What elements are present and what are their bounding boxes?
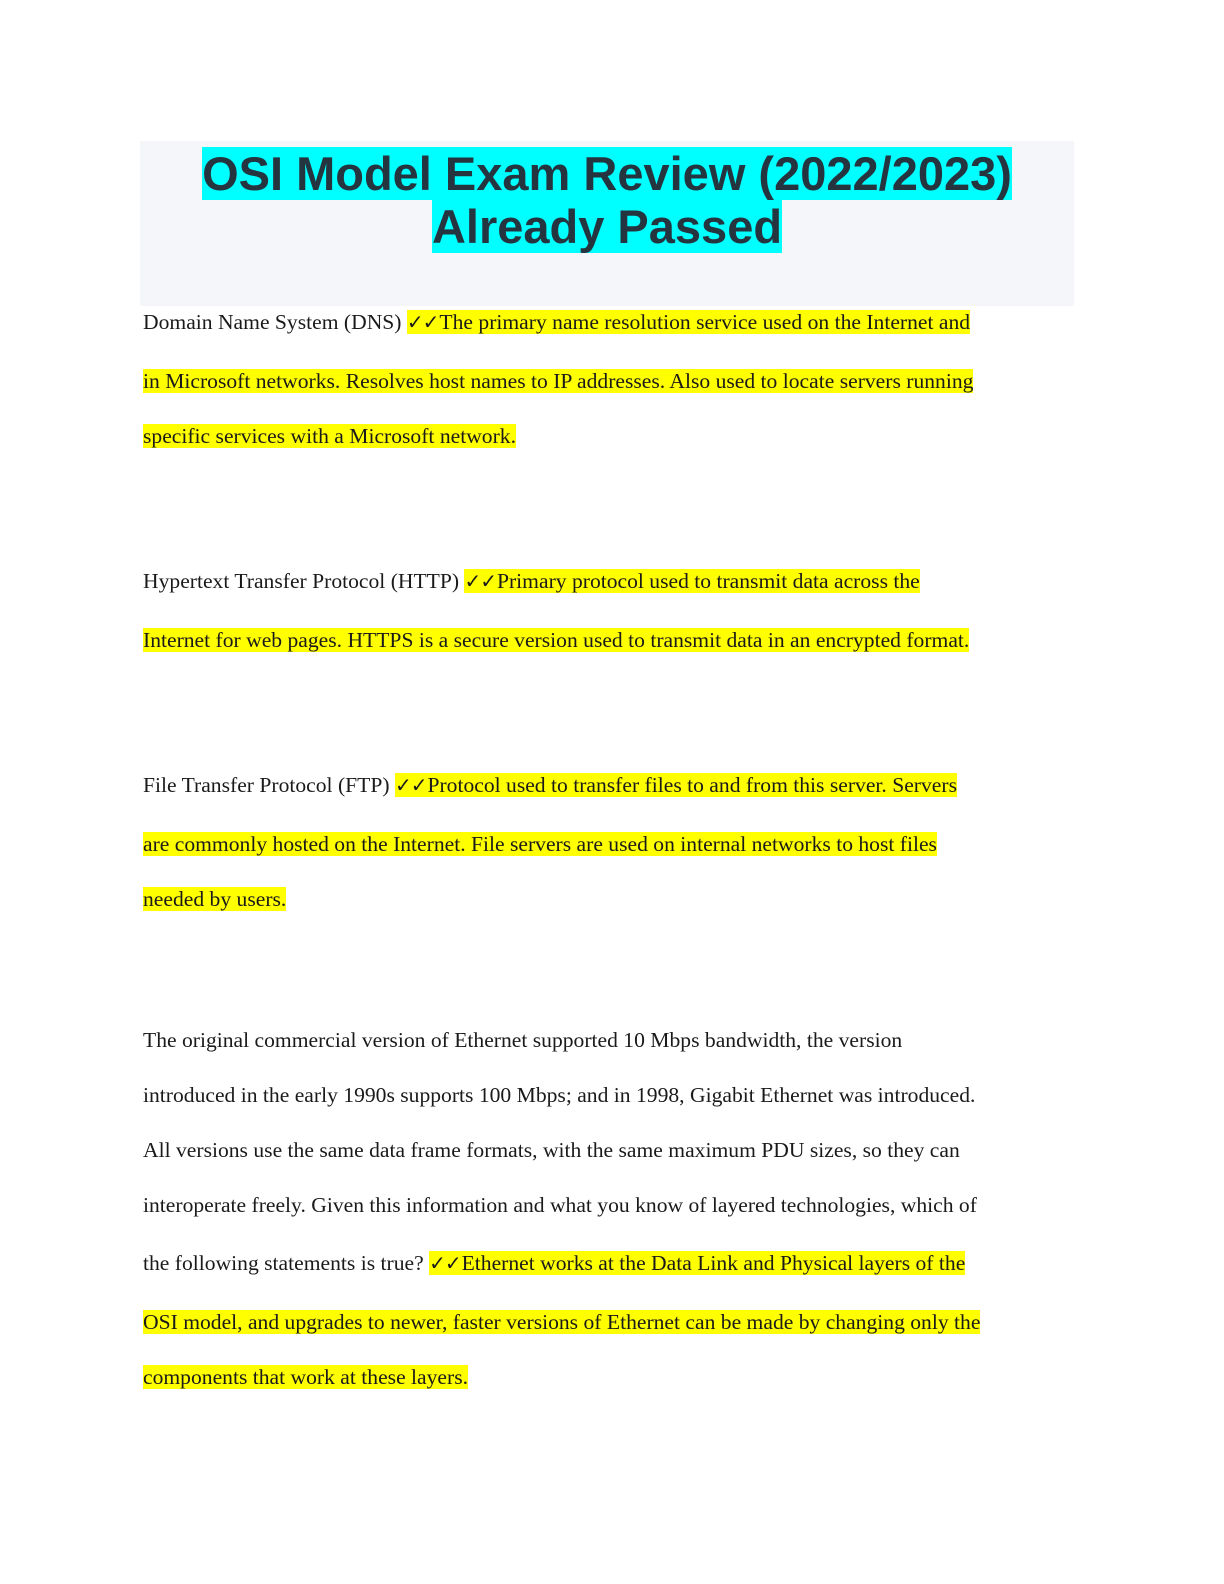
entry-http-line-1 bbox=[143, 569, 920, 594]
double-check-icon: ✓✓ bbox=[406, 310, 439, 334]
double-check-icon: ✓✓ bbox=[394, 773, 427, 797]
question-text: the following statements is true? bbox=[143, 1251, 430, 1275]
double-check-icon: ✓✓ bbox=[429, 1251, 461, 1275]
title-highlight-1: OSI Model Exam Review (2022/2023) bbox=[202, 147, 1012, 200]
question-line-4: interoperate freely. Given this information and what you know of layered technologies, which of bbox=[143, 1193, 977, 1217]
term-http: Hypertext Transfer Protocol (HTTP) bbox=[143, 569, 465, 593]
answer-text: Protocol used to transfer files to and from this server. Servers bbox=[427, 773, 957, 797]
entry-http-line-2 bbox=[143, 628, 969, 653]
answer-text: The primary name resolution service used on the Internet and bbox=[439, 310, 971, 334]
double-check-icon: ✓✓ bbox=[464, 569, 496, 593]
document-title-line-2 bbox=[140, 200, 1074, 253]
answer-text: components that work at these layers. bbox=[143, 1365, 469, 1389]
entry-dns-line-2 bbox=[143, 369, 973, 394]
answer-highlight bbox=[429, 1251, 965, 1275]
answer-text: Ethernet works at the Data Link and Physical layers of the bbox=[461, 1251, 966, 1275]
answer-text: Primary protocol used to transmit data across the bbox=[496, 569, 920, 593]
entry-ftp-line-2 bbox=[143, 832, 937, 857]
answer-text: Internet for web pages. HTTPS is a secure version used to transmit data in an encrypted format. bbox=[143, 628, 970, 652]
question-line-5 bbox=[143, 1251, 965, 1276]
answer-text: specific services with a Microsoft network. bbox=[143, 424, 516, 448]
question-line-1: The original commercial version of Ethernet supported 10 Mbps bandwidth, the version bbox=[143, 1028, 903, 1052]
answer-highlight bbox=[407, 310, 970, 334]
entry-ftp-line-1 bbox=[143, 773, 957, 798]
term-dns: Domain Name System (DNS) bbox=[143, 310, 407, 334]
title-highlight-2: Already Passed bbox=[431, 200, 783, 253]
answer-text: are commonly hosted on the Internet. File servers are used on internal networks to host files bbox=[143, 832, 937, 856]
question-line-2: introduced in the early 1990s supports 100 Mbps; and in 1998, Gigabit Ethernet was introduced. bbox=[143, 1083, 976, 1107]
answer-text: in Microsoft networks. Resolves host names to IP addresses. Also used to locate servers running bbox=[143, 369, 974, 393]
answer-line-2 bbox=[143, 1310, 980, 1335]
title-block bbox=[140, 141, 1074, 306]
answer-text: OSI model, and upgrades to newer, faster versions of Ethernet can be made by changing only the bbox=[143, 1310, 981, 1334]
answer-highlight bbox=[395, 773, 957, 797]
question-line-3: All versions use the same data frame formats, with the same maximum PDU sizes, so they can bbox=[143, 1138, 960, 1162]
entry-dns-line-3 bbox=[143, 424, 516, 449]
answer-text: needed by users. bbox=[143, 887, 287, 911]
answer-highlight bbox=[464, 569, 919, 593]
document-title-line-1 bbox=[140, 147, 1074, 200]
entry-ftp-line-3 bbox=[143, 887, 286, 912]
answer-line-3 bbox=[143, 1365, 468, 1390]
entry-dns-line-1 bbox=[143, 310, 970, 335]
term-ftp: File Transfer Protocol (FTP) bbox=[143, 773, 395, 797]
